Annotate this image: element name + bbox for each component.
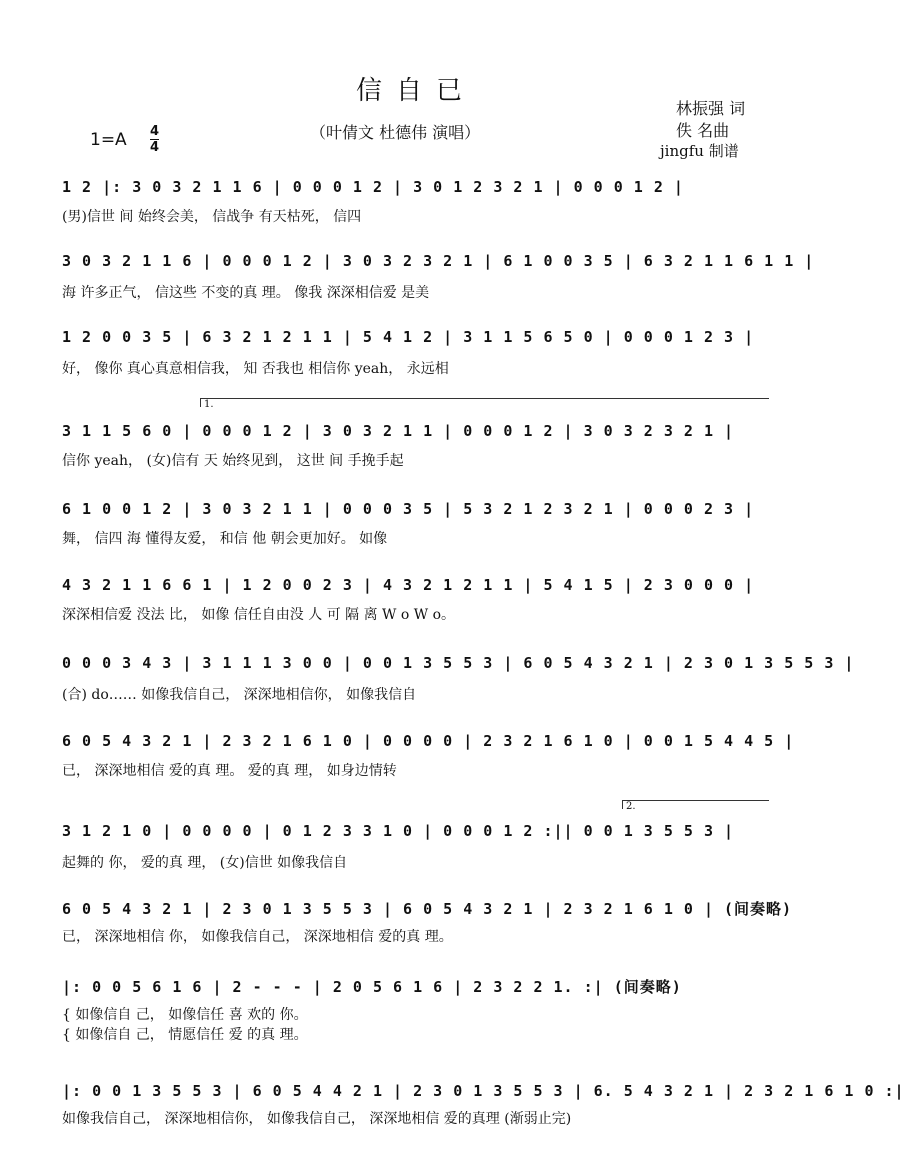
score-system-5-lyrics: 舞， 信四 海 懂得友爱， 和信 他 朝会更加好。 如像 xyxy=(62,531,388,547)
score-system-10-notes: 6 0 5 4 3 2 1 | 2 3 0 1 3 5 5 3 | 6 0 5 4 3 2 1 | 2 3 2 1 6 1 0 | (间奏略) xyxy=(62,900,793,918)
score-system-3-notes: 1 2 0 0 3 5 | 6 3 2 1 2 1 1 | 5 4 1 2 | 3 1 1 5 6 5 0 | 0 0 0 1 2 3 | xyxy=(62,328,755,346)
score-system-2-notes: 3 0 3 2 1 1 6 | 0 0 0 1 2 | 3 0 3 2 3 2 1 | 6 1 0 0 3 5 | 6 3 2 1 1 6 1 1 | xyxy=(62,252,815,270)
score-system-6-lyrics: 深深相信爱 没法 比， 如像 信任自由没 人 可 隔 离 W o W o。 xyxy=(62,607,456,623)
score-system-11-notes: |: 0 0 5 6 1 6 | 2 - - - | 2 0 5 6 1 6 | 2 3 2 2 1. :| (间奏略) xyxy=(62,978,682,996)
score-system-4-notes: 3 1 1 5 6 0 | 0 0 0 1 2 | 3 0 3 2 1 1 | 0 0 0 1 2 | 3 0 3 2 3 2 1 | xyxy=(62,422,735,440)
key-signature: 1=A xyxy=(90,130,127,150)
song-title: 信自已 xyxy=(355,76,476,106)
score-system-5-notes: 6 1 0 0 1 2 | 3 0 3 2 1 1 | 0 0 0 3 5 | 5 3 2 1 2 3 2 1 | 0 0 0 2 3 | xyxy=(62,500,755,518)
score-system-1-lyrics: (男)信世 间 始终会美， 信战争 有天枯死， 信四 xyxy=(62,209,362,225)
time-signature-top: 4 xyxy=(150,124,160,139)
time-signature-bottom: 4 xyxy=(150,140,160,155)
composer-credit: 佚 名曲 xyxy=(676,121,730,140)
volta-1-bracket xyxy=(200,398,769,410)
score-system-11-lyrics-verse-1: { 如像信自 己， 如像信任 喜 欢的 你。 xyxy=(62,1007,308,1023)
time-signature xyxy=(150,124,159,155)
performers: （叶倩文 杜德伟 演唱） xyxy=(310,123,481,142)
score-system-11-lyrics-verse-2: { 如像信自 己， 情愿信任 爱 的真 理。 xyxy=(62,1027,308,1043)
volta-2-bracket xyxy=(622,800,769,812)
score-system-7-notes: 0 0 0 3 4 3 | 3 1 1 1 3 0 0 | 0 0 1 3 5 5 3 | 6 0 5 4 3 2 1 | 2 3 0 1 3 5 5 3 | xyxy=(62,654,855,672)
score-system-12-notes: |: 0 0 1 3 5 5 3 | 6 0 5 4 4 2 1 | 2 3 0 1 3 5 5 3 | 6. 5 4 3 2 1 | 2 3 2 1 6 1 0 :| xyxy=(62,1082,905,1100)
score-system-2-lyrics: 海 许多正气， 信这些 不变的真 理。 像我 深深相信爱 是美 xyxy=(62,285,430,301)
score-system-4-lyrics: 信你 yeah， (女)信有 天 始终见到， 这世 间 手挽手起 xyxy=(62,453,404,469)
score-system-7-lyrics: (合) do…… 如像我信自己， 深深地相信你， 如像我信自 xyxy=(62,687,417,703)
score-system-10-lyrics: 已， 深深地相信 你， 如像我信自己， 深深地相信 爱的真 理。 xyxy=(62,929,453,945)
score-system-3-lyrics: 好， 像你 真心真意相信我， 知 否我也 相信你 yeah， 永远相 xyxy=(62,361,449,377)
score-system-9-notes: 3 1 2 1 0 | 0 0 0 0 | 0 1 2 3 3 1 0 | 0 0 0 1 2 :|| 0 0 1 3 5 5 3 | xyxy=(62,822,735,840)
score-system-6-notes: 4 3 2 1 1 6 6 1 | 1 2 0 0 2 3 | 4 3 2 1 2 1 1 | 5 4 1 5 | 2 3 0 0 0 | xyxy=(62,576,755,594)
score-system-12-lyrics: 如像我信自己， 深深地相信你， 如像我信自己， 深深地相信 爱的真理 (渐弱止完) xyxy=(62,1111,572,1127)
volta-2-label: 2. xyxy=(626,801,636,812)
score-system-1-notes: 1 2 |: 3 0 3 2 1 1 6 | 0 0 0 1 2 | 3 0 1 2 3 2 1 | 0 0 0 1 2 | xyxy=(62,178,684,196)
volta-1-label: 1. xyxy=(204,399,214,410)
score-system-8-lyrics: 已， 深深地相信 爱的真 理。 爱的真 理， 如身边情转 xyxy=(62,763,397,779)
score-system-8-notes: 6 0 5 4 3 2 1 | 2 3 2 1 6 1 0 | 0 0 0 0 | 2 3 2 1 6 1 0 | 0 0 1 5 4 4 5 | xyxy=(62,732,795,750)
lyricist-credit: 林振强 词 xyxy=(676,99,746,118)
score-system-9-lyrics: 起舞的 你， 爱的真 理， (女)信世 如像我信自 xyxy=(62,855,348,871)
transcriber-credit: jingfu 制谱 xyxy=(660,142,739,160)
